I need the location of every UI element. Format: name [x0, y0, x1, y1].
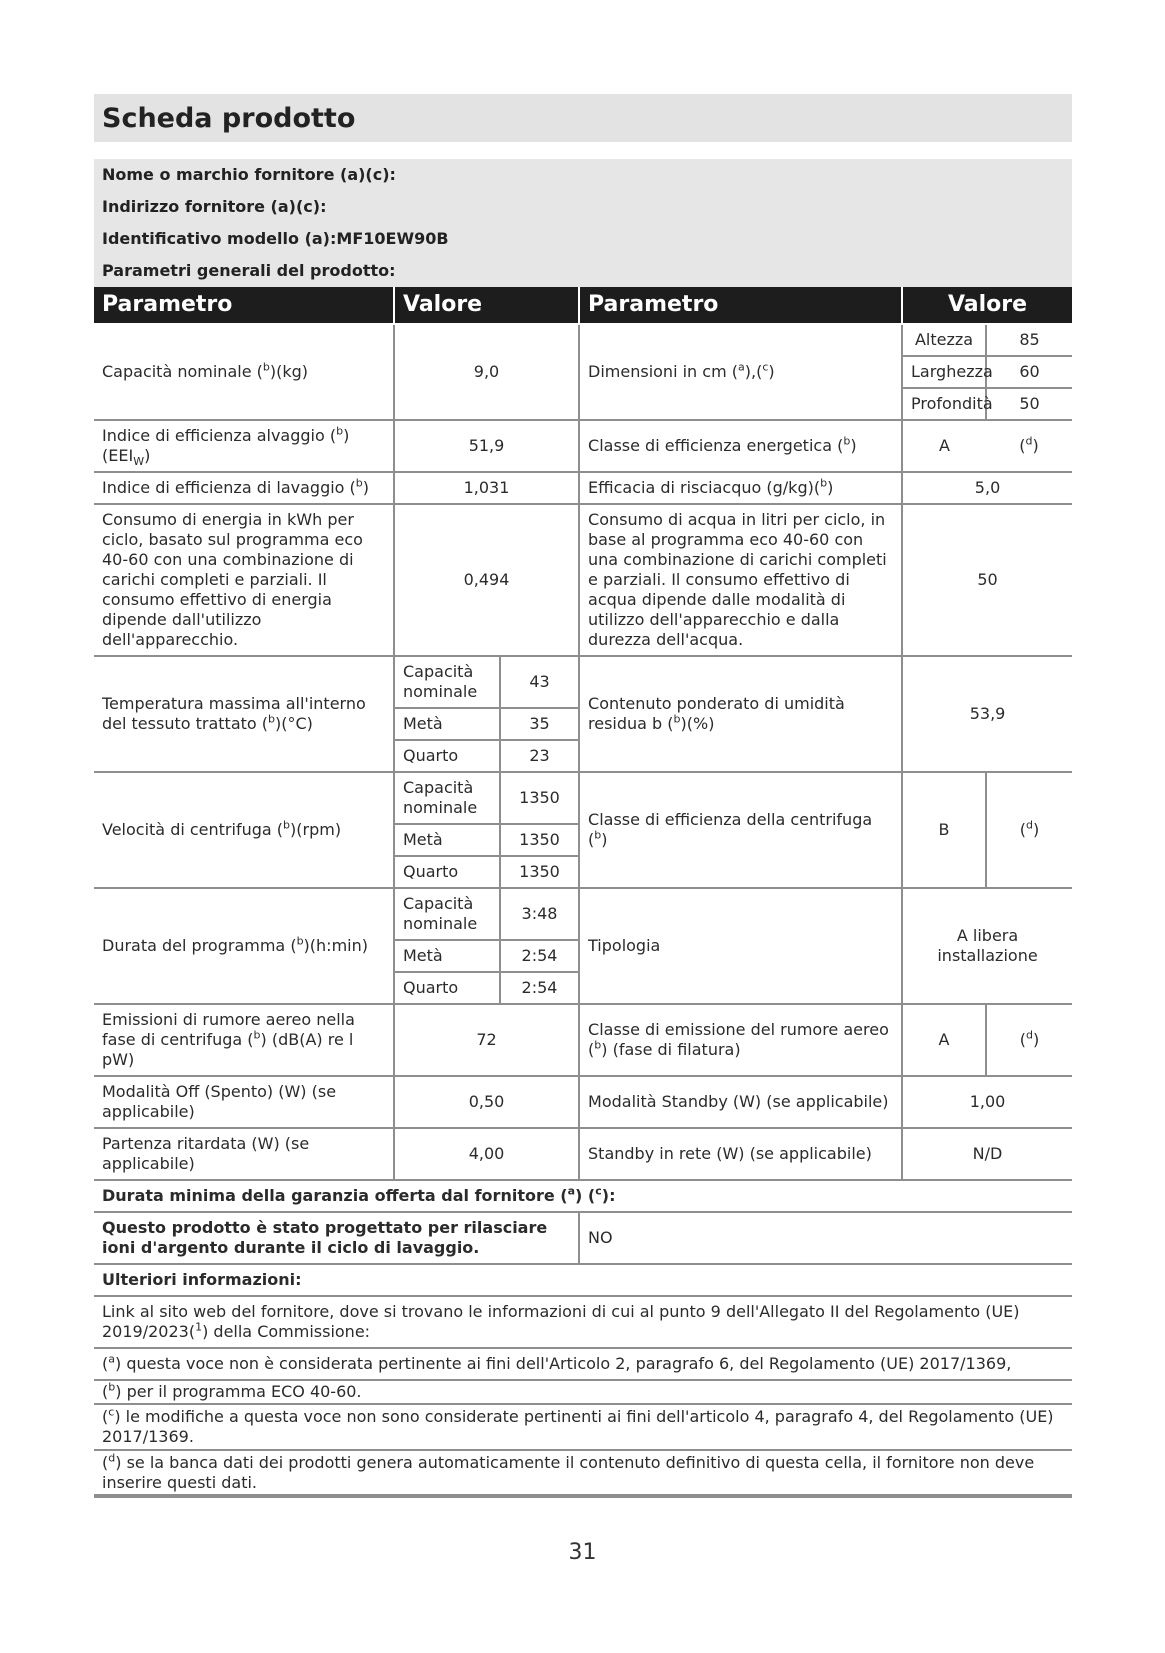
supplier-link-text: Link al sito web del fornitore, dove si trovano le informazioni di cui al punto 9 dell'Allegato II del Regolamento (UE) 2019/2023($^1$) della Commissione:	[94, 1296, 1072, 1348]
duration-full-label: Capacità nominale	[394, 888, 500, 940]
silver-ions-value: NO	[579, 1212, 1072, 1264]
header-value-left: Valore	[394, 287, 579, 324]
height-value: 85	[986, 324, 1072, 356]
table-row	[94, 1212, 1072, 1264]
supplier-name-row	[94, 159, 1072, 191]
rinse-value: 5,0	[902, 472, 1072, 504]
duration-label: Durata del programma ($^b$)(h:min)	[94, 888, 394, 1004]
noise-class-value: A	[902, 1004, 986, 1076]
general-params-label: Parametri generali del prodotto:	[102, 261, 396, 280]
water-consumption-value: 50	[902, 504, 1072, 656]
supplier-name-label: Nome o marchio fornitore	[102, 165, 335, 184]
model-refs: (a):	[304, 229, 337, 248]
header-parameter-right: Parametro	[579, 287, 902, 324]
type-label: Tipologia	[579, 888, 902, 1004]
width-value: 60	[986, 356, 1072, 388]
noise-value: 72	[394, 1004, 579, 1076]
general-params-row	[94, 255, 1072, 287]
noise-class-note: ($^d$)	[986, 1004, 1072, 1076]
rinse-label: Efficacia di risciacquo (g/kg)($^b$)	[579, 472, 902, 504]
supplier-address-refs: (a)(c):	[270, 197, 327, 216]
table-row	[94, 1180, 1072, 1212]
temperature-full-value: 43	[500, 656, 579, 708]
off-mode-value: 0,50	[394, 1076, 579, 1128]
delay-start-label: Partenza ritardata (W) (se applicabile)	[94, 1128, 394, 1180]
warranty-label: Durata minima della garanzia offerta dal fornitore ($^a$) ($^c$):	[94, 1180, 1072, 1212]
title-bar	[94, 94, 1072, 142]
standby-value: 1,00	[902, 1076, 1072, 1128]
eei-label: Indice di efficienza alvaggio ($^b$) $(EEI_W)$	[94, 420, 394, 472]
off-mode-label: Modalità Off (Spento) (W) (se applicabile)	[94, 1076, 394, 1128]
noise-label: Emissioni di rumore aereo nella fase di centrifuga ($^b$) (dB(A) re l pW)	[94, 1004, 394, 1076]
footnote-a: ($^a$) questa voce non è considerata pertinente ai fini dell'Articolo 2, paragrafo 6, del Regolamento (UE) 2017/1369,	[94, 1348, 1072, 1380]
spin-class-note: ($^d$)	[986, 772, 1072, 888]
product-sheet	[94, 94, 1072, 1498]
table-row	[94, 504, 1072, 656]
supplier-name-refs: (a)(c):	[340, 165, 396, 184]
table-row	[94, 324, 1072, 356]
header-parameter-left: Parametro	[94, 287, 394, 324]
network-standby-value: N/D	[902, 1128, 1072, 1180]
model-label: Identificativo modello	[102, 229, 299, 248]
spin-half-value: 1350	[500, 824, 579, 856]
network-standby-label: Standby in rete (W) (se applicabile)	[579, 1128, 902, 1180]
duration-half-label: Metà	[394, 940, 500, 972]
spin-quarter-label: Quarto	[394, 856, 500, 888]
footnote-c: ($^c$) le modifiche a questa voce non sono considerate pertinenti ai fini dell'articolo 4, paragrafo 4, del Regolamento (UE) 2017/1369.	[94, 1404, 1072, 1450]
temperature-half-label: Metà	[394, 708, 500, 740]
temperature-quarter-value: 23	[500, 740, 579, 772]
duration-quarter-label: Quarto	[394, 972, 500, 1004]
temperature-full-label: Capacità nominale	[394, 656, 500, 708]
table-row	[94, 888, 1072, 940]
energy-class-label: Classe di efficienza energetica ($^b$)	[579, 420, 902, 472]
supplier-info	[94, 159, 1072, 287]
table-row	[94, 1264, 1072, 1296]
spin-label: Velocità di centrifuga ($^b$)(rpm)	[94, 772, 394, 888]
capacity-value: 9,0	[394, 324, 579, 420]
table-row	[94, 1128, 1072, 1180]
temperature-half-value: 35	[500, 708, 579, 740]
spin-full-label: Capacità nominale	[394, 772, 500, 824]
page-title: Scheda prodotto	[102, 102, 356, 134]
further-info-label: Ulteriori informazioni:	[94, 1264, 1072, 1296]
table-row	[94, 772, 1072, 824]
energy-consumption-value: 0,494	[394, 504, 579, 656]
standby-label: Modalità Standby (W) (se applicabile)	[579, 1076, 902, 1128]
duration-half-value: 2:54	[500, 940, 579, 972]
dimensions-label: Dimensioni in cm ($^a$),($^c$)	[579, 324, 902, 420]
capacity-label: Capacità nominale ($^b$)(kg)	[94, 324, 394, 420]
table-row	[94, 1004, 1072, 1076]
footnote-d: ($^d$) se la banca dati dei prodotti genera automaticamente il contenuto definitivo di questa cella, il fornitore non deve inserire questi dati.	[94, 1450, 1072, 1496]
width-label: Larghezza	[902, 356, 986, 388]
table-row	[94, 656, 1072, 708]
energy-class-note: ($^d$)	[986, 420, 1072, 472]
model-row	[94, 223, 1072, 255]
wash-index-value: 1,031	[394, 472, 579, 504]
footnote-b: ($^b$) per il programma ECO 40-60.	[94, 1380, 1072, 1404]
delay-start-value: 4,00	[394, 1128, 579, 1180]
table-row	[94, 1296, 1072, 1348]
page-number: 31	[568, 1540, 597, 1565]
water-consumption-label: Consumo di acqua in litri per ciclo, in base al programma eco 40-60 con una combinazione di carichi completi e parziali. Il consumo effettivo di acqua dipende dalle modalità di utilizzo dell'apparecchio e dalla durezza dell'acqua.	[579, 504, 902, 656]
temperature-quarter-label: Quarto	[394, 740, 500, 772]
energy-consumption-label: Consumo di energia in kWh per ciclo, basato sul programma eco 40-60 con una combinazione di carichi completi e parziali. Il consumo effettivo di energia dipende dall'utilizzo dell'apparecchio.	[94, 504, 394, 656]
energy-class-value: A	[902, 420, 986, 472]
noise-class-label: Classe di emissione del rumore aereo ($^b$) (fase di filatura)	[579, 1004, 902, 1076]
parameters-table	[94, 287, 1072, 1498]
supplier-address-label: Indirizzo fornitore	[102, 197, 265, 216]
duration-quarter-value: 2:54	[500, 972, 579, 1004]
moisture-label: Contenuto ponderato di umidità residua b ($^b$)(%)	[579, 656, 902, 772]
type-value: A libera installazione	[902, 888, 1072, 1004]
model-value: MF10EW90B	[336, 229, 449, 248]
moisture-value: 53,9	[902, 656, 1072, 772]
table-row	[94, 1076, 1072, 1128]
spin-half-label: Metà	[394, 824, 500, 856]
spin-class-value: B	[902, 772, 986, 888]
spin-quarter-value: 1350	[500, 856, 579, 888]
table-row	[94, 420, 1072, 472]
height-label: Altezza	[902, 324, 986, 356]
temperature-label: Temperatura massima all'interno del tessuto trattato ($^b$)(°C)	[94, 656, 394, 772]
eei-value: 51,9	[394, 420, 579, 472]
depth-value: 50	[986, 388, 1072, 420]
depth-label: Profondità	[902, 388, 986, 420]
table-row	[94, 472, 1072, 504]
wash-index-label: Indice di efficienza di lavaggio ($^b$)	[94, 472, 394, 504]
spin-full-value: 1350	[500, 772, 579, 824]
spin-class-label: Classe di efficienza della centrifuga ($^b$)	[579, 772, 902, 888]
silver-ions-label: Questo prodotto è stato progettato per rilasciare ioni d'argento durante il ciclo di lavaggio.	[94, 1212, 579, 1264]
duration-full-value: 3:48	[500, 888, 579, 940]
table-header	[94, 287, 1072, 324]
supplier-address-row	[94, 191, 1072, 223]
header-value-right: Valore	[902, 287, 1072, 324]
